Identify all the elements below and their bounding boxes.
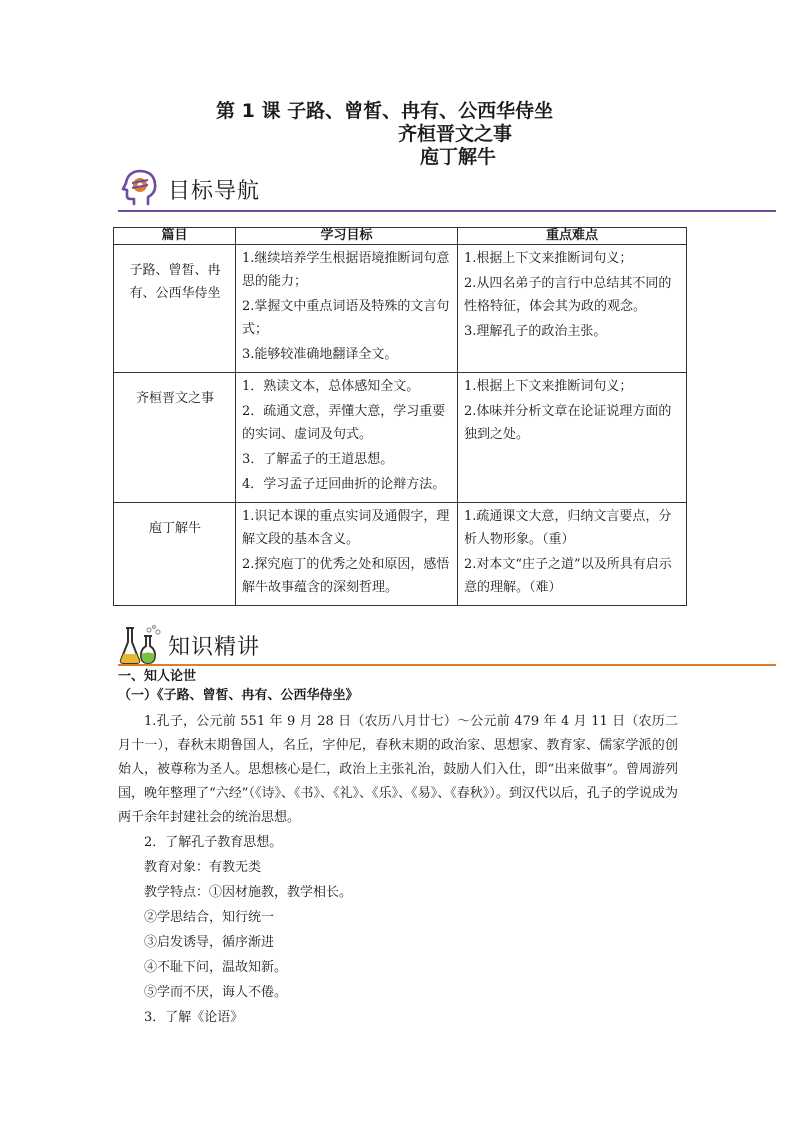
content-line: 3．了解《论语》 bbox=[144, 1010, 244, 1025]
key-cell bbox=[458, 503, 687, 606]
title-line-1: 第 1 课 子路、曾皙、冉有、公西华侍坐 bbox=[216, 100, 554, 122]
goal-item: 1.继续培养学生根据语境推断词句意思的能力； bbox=[242, 251, 450, 289]
content-line: 教学特点：①因材施教，教学相长。 bbox=[144, 885, 353, 900]
key-item: 2.从四名弟子的言行中总结其不同的性格特征，体会其为政的观念。 bbox=[464, 276, 672, 314]
key-item: 3.理解孔子的政治主张。 bbox=[464, 324, 607, 339]
lab-flasks-icon bbox=[118, 622, 162, 666]
section-header-knowledge bbox=[118, 622, 776, 672]
piece-cell: 庖丁解牛 bbox=[114, 503, 236, 606]
content-line: 2．了解孔子教育思想。 bbox=[144, 835, 283, 850]
piece-cell: 子路、曾皙、冉有、公西华侍坐 bbox=[114, 245, 236, 373]
content-line: ⑤学而不厌，诲人不倦。 bbox=[144, 985, 288, 1000]
goal-cell bbox=[236, 373, 458, 503]
header-goals: 学习目标 bbox=[236, 228, 458, 245]
content-line: ③启发诱导，循序渐进 bbox=[144, 935, 275, 950]
section-header-goals bbox=[118, 166, 776, 216]
key-item: 2.体味并分析文章在论证说理方面的独到之处。 bbox=[464, 404, 672, 442]
table-row bbox=[114, 245, 687, 373]
title-line-2: 齐桓晋文之事 bbox=[398, 123, 513, 145]
paragraph-confucius: 1.孔子，公元前 551 年 9 月 28 日（农历八月廿七）～公元前 479 年 4 月 11 日（农历二月十一），春秋末期鲁国人，名丘，字仲尼，春秋末期的政治家、思想家、教育家、儒家学派的创始人，被尊称为圣人。思想核心是仁，政治上主张礼治，鼓励人们入仕，即“出来做事”。曾周游列国，晚年整理了“六经”（《诗》、《书》、《礼》、《乐》、《易》、《春秋》）。到汉代以后，孔子的学说成为两千余年封建社会的统治思想。 bbox=[118, 714, 678, 825]
key-item: 2.对本文“庄子之道”以及所具有启示意的理解。（难） bbox=[464, 557, 672, 595]
key-item: 1.根据上下文来推断词句义； bbox=[464, 251, 633, 266]
section-label-goals: 目标导航 bbox=[168, 179, 261, 204]
goal-cell bbox=[236, 245, 458, 373]
goal-item: 2.掌握文中重点词语及特殊的文言句式； bbox=[242, 299, 450, 337]
heading-know-people: 一、知人论世 bbox=[118, 669, 197, 684]
head-with-gears-icon bbox=[118, 166, 162, 210]
header-piece: 篇目 bbox=[114, 228, 236, 245]
key-item: 1.疏通课文大意，归纳文言要点，分析人物形象。（重） bbox=[464, 509, 672, 547]
content-line: ④不耻下问，温故知新。 bbox=[144, 960, 288, 975]
content-line: 教育对象：有教无类 bbox=[144, 860, 262, 875]
key-cell bbox=[458, 245, 687, 373]
subheading-text-title: （一）《子路、曾皙、冉有、公西华侍坐》 bbox=[118, 688, 359, 703]
table-header-row bbox=[114, 228, 687, 245]
section-rule-knowledge bbox=[118, 664, 776, 666]
table-row bbox=[114, 503, 687, 606]
goal-item: 2．疏通文意，弄懂大意，学习重要的实词、虚词及句式。 bbox=[242, 404, 446, 442]
knowledge-content bbox=[118, 668, 678, 1030]
title-line-3: 庖丁解牛 bbox=[420, 146, 497, 168]
goal-item: 3．了解孟子的王道思想。 bbox=[242, 452, 394, 467]
goal-item: 4．学习孟子迂回曲折的论辩方法。 bbox=[242, 477, 446, 492]
goal-item: 1．熟读文本，总体感知全文。 bbox=[242, 379, 420, 394]
goal-cell bbox=[236, 503, 458, 606]
content-line: ②学思结合，知行统一 bbox=[144, 910, 275, 925]
header-key: 重点难点 bbox=[458, 228, 687, 245]
section-rule-goals bbox=[118, 210, 776, 212]
table-row bbox=[114, 373, 687, 503]
key-item: 1.根据上下文来推断词句义； bbox=[464, 379, 633, 394]
section-label-knowledge: 知识精讲 bbox=[168, 635, 261, 660]
goals-table bbox=[113, 227, 687, 606]
goal-item: 1.识记本课的重点实词及通假字，理解文段的基本含义。 bbox=[242, 509, 450, 547]
goal-item: 2.探究庖丁的优秀之处和原因，感悟解牛故事蕴含的深刻哲理。 bbox=[242, 557, 450, 595]
goal-item: 3.能够较准确地翻译全文。 bbox=[242, 347, 398, 362]
key-cell bbox=[458, 373, 687, 503]
piece-cell: 齐桓晋文之事 bbox=[114, 373, 236, 503]
